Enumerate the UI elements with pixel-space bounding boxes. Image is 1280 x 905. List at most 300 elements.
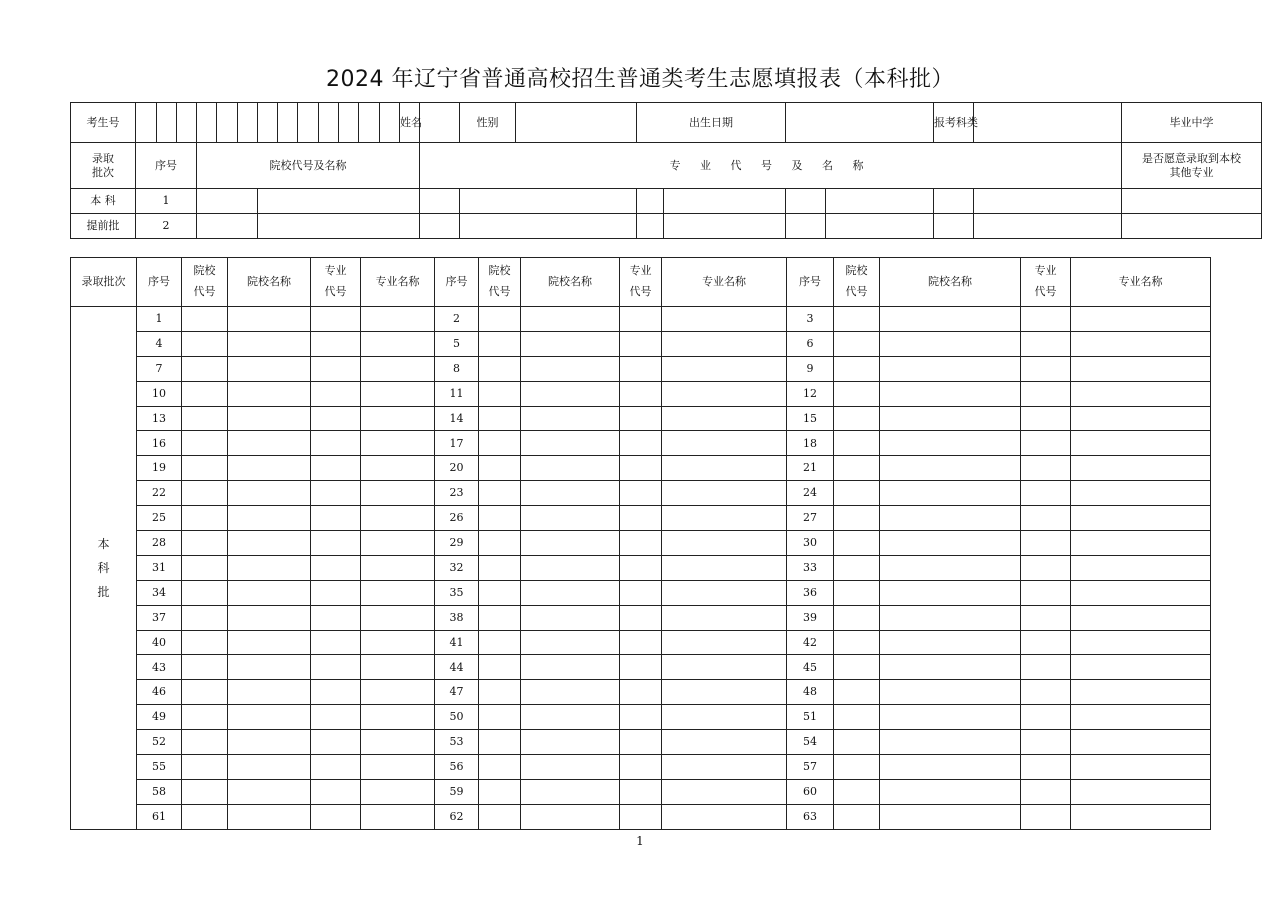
- college-code-cell[interactable]: [182, 705, 228, 730]
- college-name-cell[interactable]: [228, 531, 311, 556]
- college-name-cell[interactable]: [228, 705, 311, 730]
- major-name-cell[interactable]: [1071, 730, 1211, 755]
- college-code-cell[interactable]: [834, 331, 880, 356]
- college-name-cell[interactable]: [228, 506, 311, 531]
- college-code-cell[interactable]: [479, 356, 521, 381]
- college-code-cell[interactable]: [479, 630, 521, 655]
- major-name-cell[interactable]: [1071, 605, 1211, 630]
- major-name-cell[interactable]: [361, 779, 435, 804]
- college-name-cell[interactable]: [880, 755, 1021, 780]
- college-code-cell[interactable]: [182, 431, 228, 456]
- major-code-cell[interactable]: [311, 356, 361, 381]
- college-name-cell[interactable]: [880, 779, 1021, 804]
- major-code-cell[interactable]: [1021, 755, 1071, 780]
- college-name-cell[interactable]: [880, 555, 1021, 580]
- college-name-cell[interactable]: [521, 356, 620, 381]
- major-name-cell[interactable]: [1071, 680, 1211, 705]
- major-code-cell[interactable]: [1021, 307, 1071, 332]
- major-code-cell[interactable]: [620, 605, 662, 630]
- college-name-cell[interactable]: [228, 605, 311, 630]
- major-name-cell[interactable]: [1071, 580, 1211, 605]
- major-name-cell[interactable]: [1071, 630, 1211, 655]
- college-name-cell[interactable]: [228, 331, 311, 356]
- college-name-cell[interactable]: [880, 356, 1021, 381]
- college-code-cell[interactable]: [834, 730, 880, 755]
- major-name-cell[interactable]: [361, 431, 435, 456]
- college-name-cell[interactable]: [228, 779, 311, 804]
- college-name-cell[interactable]: [880, 804, 1021, 829]
- major-name-cell[interactable]: [361, 804, 435, 829]
- college-code-cell[interactable]: [834, 755, 880, 780]
- major-code-cell[interactable]: [1021, 481, 1071, 506]
- major-code-cell[interactable]: [311, 331, 361, 356]
- exam-id-digit-cell[interactable]: [380, 103, 400, 143]
- college-name-cell[interactable]: [880, 730, 1021, 755]
- major-name-cell[interactable]: [662, 605, 787, 630]
- major-code-cell[interactable]: [1021, 680, 1071, 705]
- major-name-cell[interactable]: [361, 605, 435, 630]
- major-code-col-header-text: 专业 代号: [1034, 264, 1057, 298]
- college-code-cell[interactable]: [834, 580, 880, 605]
- major-code-cell[interactable]: [1021, 730, 1071, 755]
- choice-seq: 2: [435, 307, 479, 332]
- exam-id-digit-cell[interactable]: [197, 103, 217, 143]
- major-name-cell[interactable]: [662, 356, 787, 381]
- major-name-cell[interactable]: [662, 705, 787, 730]
- major-name-cell[interactable]: [826, 189, 934, 214]
- college-code-cell[interactable]: [182, 605, 228, 630]
- college-code-cell[interactable]: [182, 555, 228, 580]
- major-name-cell[interactable]: [1071, 307, 1211, 332]
- major-name-cell[interactable]: [974, 189, 1122, 214]
- major-code-cell[interactable]: [1021, 456, 1071, 481]
- college-name-cell[interactable]: [521, 804, 620, 829]
- major-name-cell[interactable]: [662, 655, 787, 680]
- major-code-cell[interactable]: [311, 456, 361, 481]
- major-name-cell[interactable]: [1071, 555, 1211, 580]
- major-code-cell[interactable]: [311, 307, 361, 332]
- college-code-cell[interactable]: [197, 214, 258, 239]
- major-code-cell[interactable]: [620, 456, 662, 481]
- college-code-cell[interactable]: [834, 431, 880, 456]
- college-name-cell[interactable]: [521, 531, 620, 556]
- college-code-cell[interactable]: [479, 456, 521, 481]
- college-code-cell[interactable]: [479, 481, 521, 506]
- exam-id-digit-cell[interactable]: [136, 103, 157, 143]
- major-name-cell[interactable]: [361, 680, 435, 705]
- college-name-cell[interactable]: [228, 555, 311, 580]
- major-name-cell[interactable]: [664, 214, 786, 239]
- major-code-cell[interactable]: [1021, 506, 1071, 531]
- college-code-cell[interactable]: [182, 804, 228, 829]
- major-name-cell[interactable]: [1071, 481, 1211, 506]
- name-field[interactable]: [420, 103, 460, 143]
- major-name-cell[interactable]: [1071, 506, 1211, 531]
- major-name-cell[interactable]: [361, 655, 435, 680]
- college-code-cell[interactable]: [834, 655, 880, 680]
- major-code-cell[interactable]: [620, 655, 662, 680]
- major-name-cell[interactable]: [361, 481, 435, 506]
- major-name-cell[interactable]: [361, 506, 435, 531]
- college-code-cell[interactable]: [182, 531, 228, 556]
- college-code-cell[interactable]: [479, 506, 521, 531]
- college-name-cell[interactable]: [880, 531, 1021, 556]
- college-code-cell[interactable]: [182, 331, 228, 356]
- major-code-cell[interactable]: [1021, 605, 1071, 630]
- college-code-cell[interactable]: [182, 506, 228, 531]
- college-name-cell[interactable]: [521, 680, 620, 705]
- major-name-cell[interactable]: [662, 506, 787, 531]
- major-code-cell[interactable]: [1021, 655, 1071, 680]
- major-code-cell[interactable]: [311, 580, 361, 605]
- college-name-cell[interactable]: [521, 730, 620, 755]
- major-code-cell[interactable]: [934, 214, 974, 239]
- major-code-cell[interactable]: [1021, 580, 1071, 605]
- choice-seq: 5: [435, 331, 479, 356]
- major-code-cell[interactable]: [620, 406, 662, 431]
- major-code-cell[interactable]: [620, 307, 662, 332]
- major-code-cell[interactable]: [620, 755, 662, 780]
- major-code-cell[interactable]: [1021, 804, 1071, 829]
- college-name-cell[interactable]: [228, 307, 311, 332]
- college-name-cell[interactable]: [880, 605, 1021, 630]
- college-name-cell[interactable]: [228, 655, 311, 680]
- college-code-cell[interactable]: [479, 331, 521, 356]
- major-name-cell[interactable]: [361, 580, 435, 605]
- major-code-cell[interactable]: [1021, 356, 1071, 381]
- college-name-cell[interactable]: [521, 605, 620, 630]
- college-name-cell[interactable]: [228, 381, 311, 406]
- major-name-cell[interactable]: [662, 331, 787, 356]
- major-name-cell[interactable]: [1071, 655, 1211, 680]
- major-code-cell[interactable]: [311, 730, 361, 755]
- college-code-cell[interactable]: [182, 680, 228, 705]
- major-code-cell[interactable]: [1021, 555, 1071, 580]
- major-code-cell[interactable]: [1021, 779, 1071, 804]
- exam-id-digit-cell[interactable]: [359, 103, 380, 143]
- college-code-cell[interactable]: [182, 630, 228, 655]
- major-name-cell[interactable]: [662, 431, 787, 456]
- college-name-cell[interactable]: [228, 630, 311, 655]
- college-code-cell[interactable]: [834, 307, 880, 332]
- college-name-cell[interactable]: [521, 381, 620, 406]
- choice-seq: 53: [435, 730, 479, 755]
- college-code-cell[interactable]: [182, 406, 228, 431]
- college-name-cell[interactable]: [521, 456, 620, 481]
- table-row: [71, 431, 1211, 456]
- college-name-cell[interactable]: [228, 431, 311, 456]
- major-name-cell[interactable]: [361, 331, 435, 356]
- college-name-cell[interactable]: [521, 406, 620, 431]
- major-code-cell[interactable]: [786, 189, 826, 214]
- major-code-cell[interactable]: [620, 779, 662, 804]
- college-code-cell[interactable]: [834, 804, 880, 829]
- birth-date-field[interactable]: [786, 103, 934, 143]
- college-code-cell[interactable]: [479, 555, 521, 580]
- college-name-cell[interactable]: [880, 580, 1021, 605]
- major-code-cell[interactable]: [1021, 331, 1071, 356]
- college-code-cell[interactable]: [479, 381, 521, 406]
- major-code-cell[interactable]: [620, 481, 662, 506]
- college-code-cell[interactable]: [479, 655, 521, 680]
- major-code-cell[interactable]: [311, 804, 361, 829]
- major-code-cell[interactable]: [311, 555, 361, 580]
- adjust-cell[interactable]: [1122, 214, 1262, 239]
- college-name-cell[interactable]: [228, 481, 311, 506]
- college-name-cell[interactable]: [521, 555, 620, 580]
- major-code-cell[interactable]: [311, 630, 361, 655]
- college-code-cell[interactable]: [182, 580, 228, 605]
- choice-seq: 21: [787, 456, 834, 481]
- major-code-cell[interactable]: [420, 214, 460, 239]
- college-code-cell[interactable]: [834, 356, 880, 381]
- college-code-cell[interactable]: [182, 730, 228, 755]
- college-name-cell[interactable]: [880, 431, 1021, 456]
- choice-seq: 62: [435, 804, 479, 829]
- college-code-cell[interactable]: [479, 705, 521, 730]
- college-code-cell[interactable]: [834, 779, 880, 804]
- major-name-cell[interactable]: [1071, 755, 1211, 780]
- major-name-cell[interactable]: [662, 481, 787, 506]
- college-code-cell[interactable]: [479, 580, 521, 605]
- major-code-cell[interactable]: [1021, 431, 1071, 456]
- major-name-cell[interactable]: [361, 555, 435, 580]
- college-name-cell[interactable]: [521, 779, 620, 804]
- college-code-cell[interactable]: [182, 456, 228, 481]
- college-name-cell[interactable]: [880, 331, 1021, 356]
- college-name-cell[interactable]: [880, 456, 1021, 481]
- major-code-cell[interactable]: [311, 705, 361, 730]
- major-name-cell[interactable]: [662, 531, 787, 556]
- major-code-cell[interactable]: [620, 431, 662, 456]
- exam-id-digit-cell[interactable]: [298, 103, 319, 143]
- college-code-cell[interactable]: [479, 755, 521, 780]
- college-name-cell[interactable]: [880, 381, 1021, 406]
- college-code-col-header-text: 院校 代号: [193, 264, 216, 298]
- major-code-cell[interactable]: [311, 406, 361, 431]
- major-code-cell[interactable]: [311, 531, 361, 556]
- exam-id-digit-cell[interactable]: [258, 103, 278, 143]
- major-name-cell[interactable]: [361, 630, 435, 655]
- major-code-cell[interactable]: [311, 381, 361, 406]
- college-name-cell[interactable]: [228, 406, 311, 431]
- college-name-cell[interactable]: [880, 680, 1021, 705]
- major-name-cell[interactable]: [361, 307, 435, 332]
- major-name-cell[interactable]: [662, 680, 787, 705]
- college-name-cell[interactable]: [880, 655, 1021, 680]
- major-name-cell[interactable]: [361, 705, 435, 730]
- major-code-cell[interactable]: [1021, 406, 1071, 431]
- major-name-cell[interactable]: [1071, 531, 1211, 556]
- college-code-cell[interactable]: [182, 755, 228, 780]
- college-code-cell[interactable]: [182, 356, 228, 381]
- major-code-cell[interactable]: [620, 331, 662, 356]
- major-name-cell[interactable]: [361, 755, 435, 780]
- major-name-cell[interactable]: [1071, 406, 1211, 431]
- college-name-cell[interactable]: [521, 705, 620, 730]
- major-code-cell[interactable]: [934, 189, 974, 214]
- major-code-cell[interactable]: [620, 555, 662, 580]
- major-code-cell[interactable]: [620, 580, 662, 605]
- major-code-cell[interactable]: [620, 680, 662, 705]
- college-code-cell[interactable]: [182, 381, 228, 406]
- major-name-cell[interactable]: [662, 580, 787, 605]
- major-name-cell[interactable]: [664, 189, 786, 214]
- major-code-cell[interactable]: [311, 779, 361, 804]
- college-name-cell[interactable]: [521, 331, 620, 356]
- major-name-cell[interactable]: [361, 406, 435, 431]
- college-code-cell[interactable]: [479, 531, 521, 556]
- major-name-cell[interactable]: [662, 804, 787, 829]
- major-code-cell[interactable]: [786, 214, 826, 239]
- major-name-cell[interactable]: [662, 630, 787, 655]
- college-code-cell[interactable]: [834, 381, 880, 406]
- college-code-cell[interactable]: [834, 481, 880, 506]
- major-code-cell[interactable]: [637, 214, 664, 239]
- major-code-cell[interactable]: [620, 381, 662, 406]
- major-name-cell[interactable]: [662, 307, 787, 332]
- major-code-cell[interactable]: [620, 356, 662, 381]
- major-code-cell[interactable]: [311, 431, 361, 456]
- college-name-cell[interactable]: [228, 730, 311, 755]
- exam-id-digit-cell[interactable]: [339, 103, 359, 143]
- college-code-cell[interactable]: [479, 730, 521, 755]
- major-code-cell[interactable]: [311, 506, 361, 531]
- college-name-cell[interactable]: [521, 431, 620, 456]
- major-name-cell[interactable]: [1071, 331, 1211, 356]
- major-name-cell[interactable]: [1071, 456, 1211, 481]
- college-code-cell[interactable]: [182, 307, 228, 332]
- major-code-cell[interactable]: [311, 481, 361, 506]
- college-code-cell[interactable]: [834, 555, 880, 580]
- major-code-cell[interactable]: [620, 730, 662, 755]
- major-name-cell[interactable]: [662, 779, 787, 804]
- college-code-cell[interactable]: [834, 506, 880, 531]
- major-code-cell[interactable]: [1021, 630, 1071, 655]
- college-name-cell[interactable]: [521, 307, 620, 332]
- category-field[interactable]: [974, 103, 1122, 143]
- major-name-cell[interactable]: [826, 214, 934, 239]
- college-name-cell[interactable]: [258, 189, 420, 214]
- major-name-cell[interactable]: [361, 531, 435, 556]
- major-name-cell[interactable]: [662, 406, 787, 431]
- college-name-cell[interactable]: [228, 580, 311, 605]
- college-name-cell[interactable]: [228, 755, 311, 780]
- major-name-cell[interactable]: [1071, 705, 1211, 730]
- major-name-cell[interactable]: [1071, 804, 1211, 829]
- exam-id-digit-cell[interactable]: [319, 103, 339, 143]
- major-name-cell[interactable]: [662, 456, 787, 481]
- college-code-cell[interactable]: [479, 307, 521, 332]
- college-name-cell[interactable]: [880, 705, 1021, 730]
- major-name-cell[interactable]: [460, 214, 637, 239]
- college-code-cell[interactable]: [182, 481, 228, 506]
- college-name-cell[interactable]: [228, 456, 311, 481]
- college-name-cell[interactable]: [880, 406, 1021, 431]
- major-name-cell[interactable]: [1071, 779, 1211, 804]
- major-name-cell[interactable]: [662, 381, 787, 406]
- college-name-cell[interactable]: [880, 481, 1021, 506]
- major-code-cell[interactable]: [311, 655, 361, 680]
- major-code-cell[interactable]: [620, 804, 662, 829]
- college-name-cell[interactable]: [258, 214, 420, 239]
- college-code-cell[interactable]: [182, 779, 228, 804]
- exam-id-digit-cell[interactable]: [278, 103, 298, 143]
- major-name-cell[interactable]: [361, 730, 435, 755]
- college-name-cell[interactable]: [521, 481, 620, 506]
- college-name-cell[interactable]: [521, 655, 620, 680]
- major-name-cell[interactable]: [662, 755, 787, 780]
- major-code-cell[interactable]: [420, 189, 460, 214]
- gender-field[interactable]: [516, 103, 637, 143]
- college-code-cell[interactable]: [834, 456, 880, 481]
- major-code-cell[interactable]: [637, 189, 664, 214]
- college-code-cell[interactable]: [479, 779, 521, 804]
- college-name-cell[interactable]: [521, 580, 620, 605]
- college-code-cell[interactable]: [197, 189, 258, 214]
- college-code-cell[interactable]: [834, 605, 880, 630]
- college-code-cell[interactable]: [834, 705, 880, 730]
- college-code-cell[interactable]: [479, 431, 521, 456]
- college-name-cell[interactable]: [228, 356, 311, 381]
- major-name-cell[interactable]: [1071, 431, 1211, 456]
- college-code-cell[interactable]: [479, 605, 521, 630]
- college-code-cell[interactable]: [834, 680, 880, 705]
- college-code-cell[interactable]: [479, 804, 521, 829]
- college-name-cell[interactable]: [880, 506, 1021, 531]
- college-code-cell[interactable]: [479, 406, 521, 431]
- college-code-cell[interactable]: [182, 655, 228, 680]
- major-name-cell[interactable]: [460, 189, 637, 214]
- major-name-cell[interactable]: [361, 456, 435, 481]
- college-code-cell[interactable]: [834, 531, 880, 556]
- college-name-cell[interactable]: [521, 630, 620, 655]
- major-code-cell[interactable]: [1021, 705, 1071, 730]
- major-code-cell[interactable]: [1021, 381, 1071, 406]
- college-code-cell[interactable]: [834, 630, 880, 655]
- major-name-cell[interactable]: [1071, 381, 1211, 406]
- college-name-cell[interactable]: [880, 630, 1021, 655]
- college-code-cell[interactable]: [834, 406, 880, 431]
- major-code-cell[interactable]: [620, 705, 662, 730]
- adjust-cell[interactable]: [1122, 189, 1262, 214]
- major-name-cell[interactable]: [361, 356, 435, 381]
- major-name-cell[interactable]: [974, 214, 1122, 239]
- college-name-cell[interactable]: [228, 680, 311, 705]
- exam-id-digit-cell[interactable]: [238, 103, 258, 143]
- college-name-cell[interactable]: [880, 307, 1021, 332]
- major-name-cell[interactable]: [1071, 356, 1211, 381]
- college-name-cell[interactable]: [228, 804, 311, 829]
- exam-id-digit-cell[interactable]: [157, 103, 177, 143]
- college-name-cell[interactable]: [521, 755, 620, 780]
- exam-id-digit-cell[interactable]: [177, 103, 197, 143]
- college-name-cell[interactable]: [521, 506, 620, 531]
- college-code-cell[interactable]: [479, 680, 521, 705]
- major-name-cell[interactable]: [662, 555, 787, 580]
- choice-seq: 25: [137, 506, 182, 531]
- major-code-cell[interactable]: [311, 680, 361, 705]
- major-code-cell[interactable]: [311, 755, 361, 780]
- major-code-cell[interactable]: [620, 531, 662, 556]
- major-code-cell[interactable]: [620, 506, 662, 531]
- major-name-cell[interactable]: [662, 730, 787, 755]
- major-code-cell[interactable]: [311, 605, 361, 630]
- major-code-cell[interactable]: [620, 630, 662, 655]
- major-name-cell[interactable]: [361, 381, 435, 406]
- major-code-cell[interactable]: [1021, 531, 1071, 556]
- exam-id-digit-cell[interactable]: [217, 103, 238, 143]
